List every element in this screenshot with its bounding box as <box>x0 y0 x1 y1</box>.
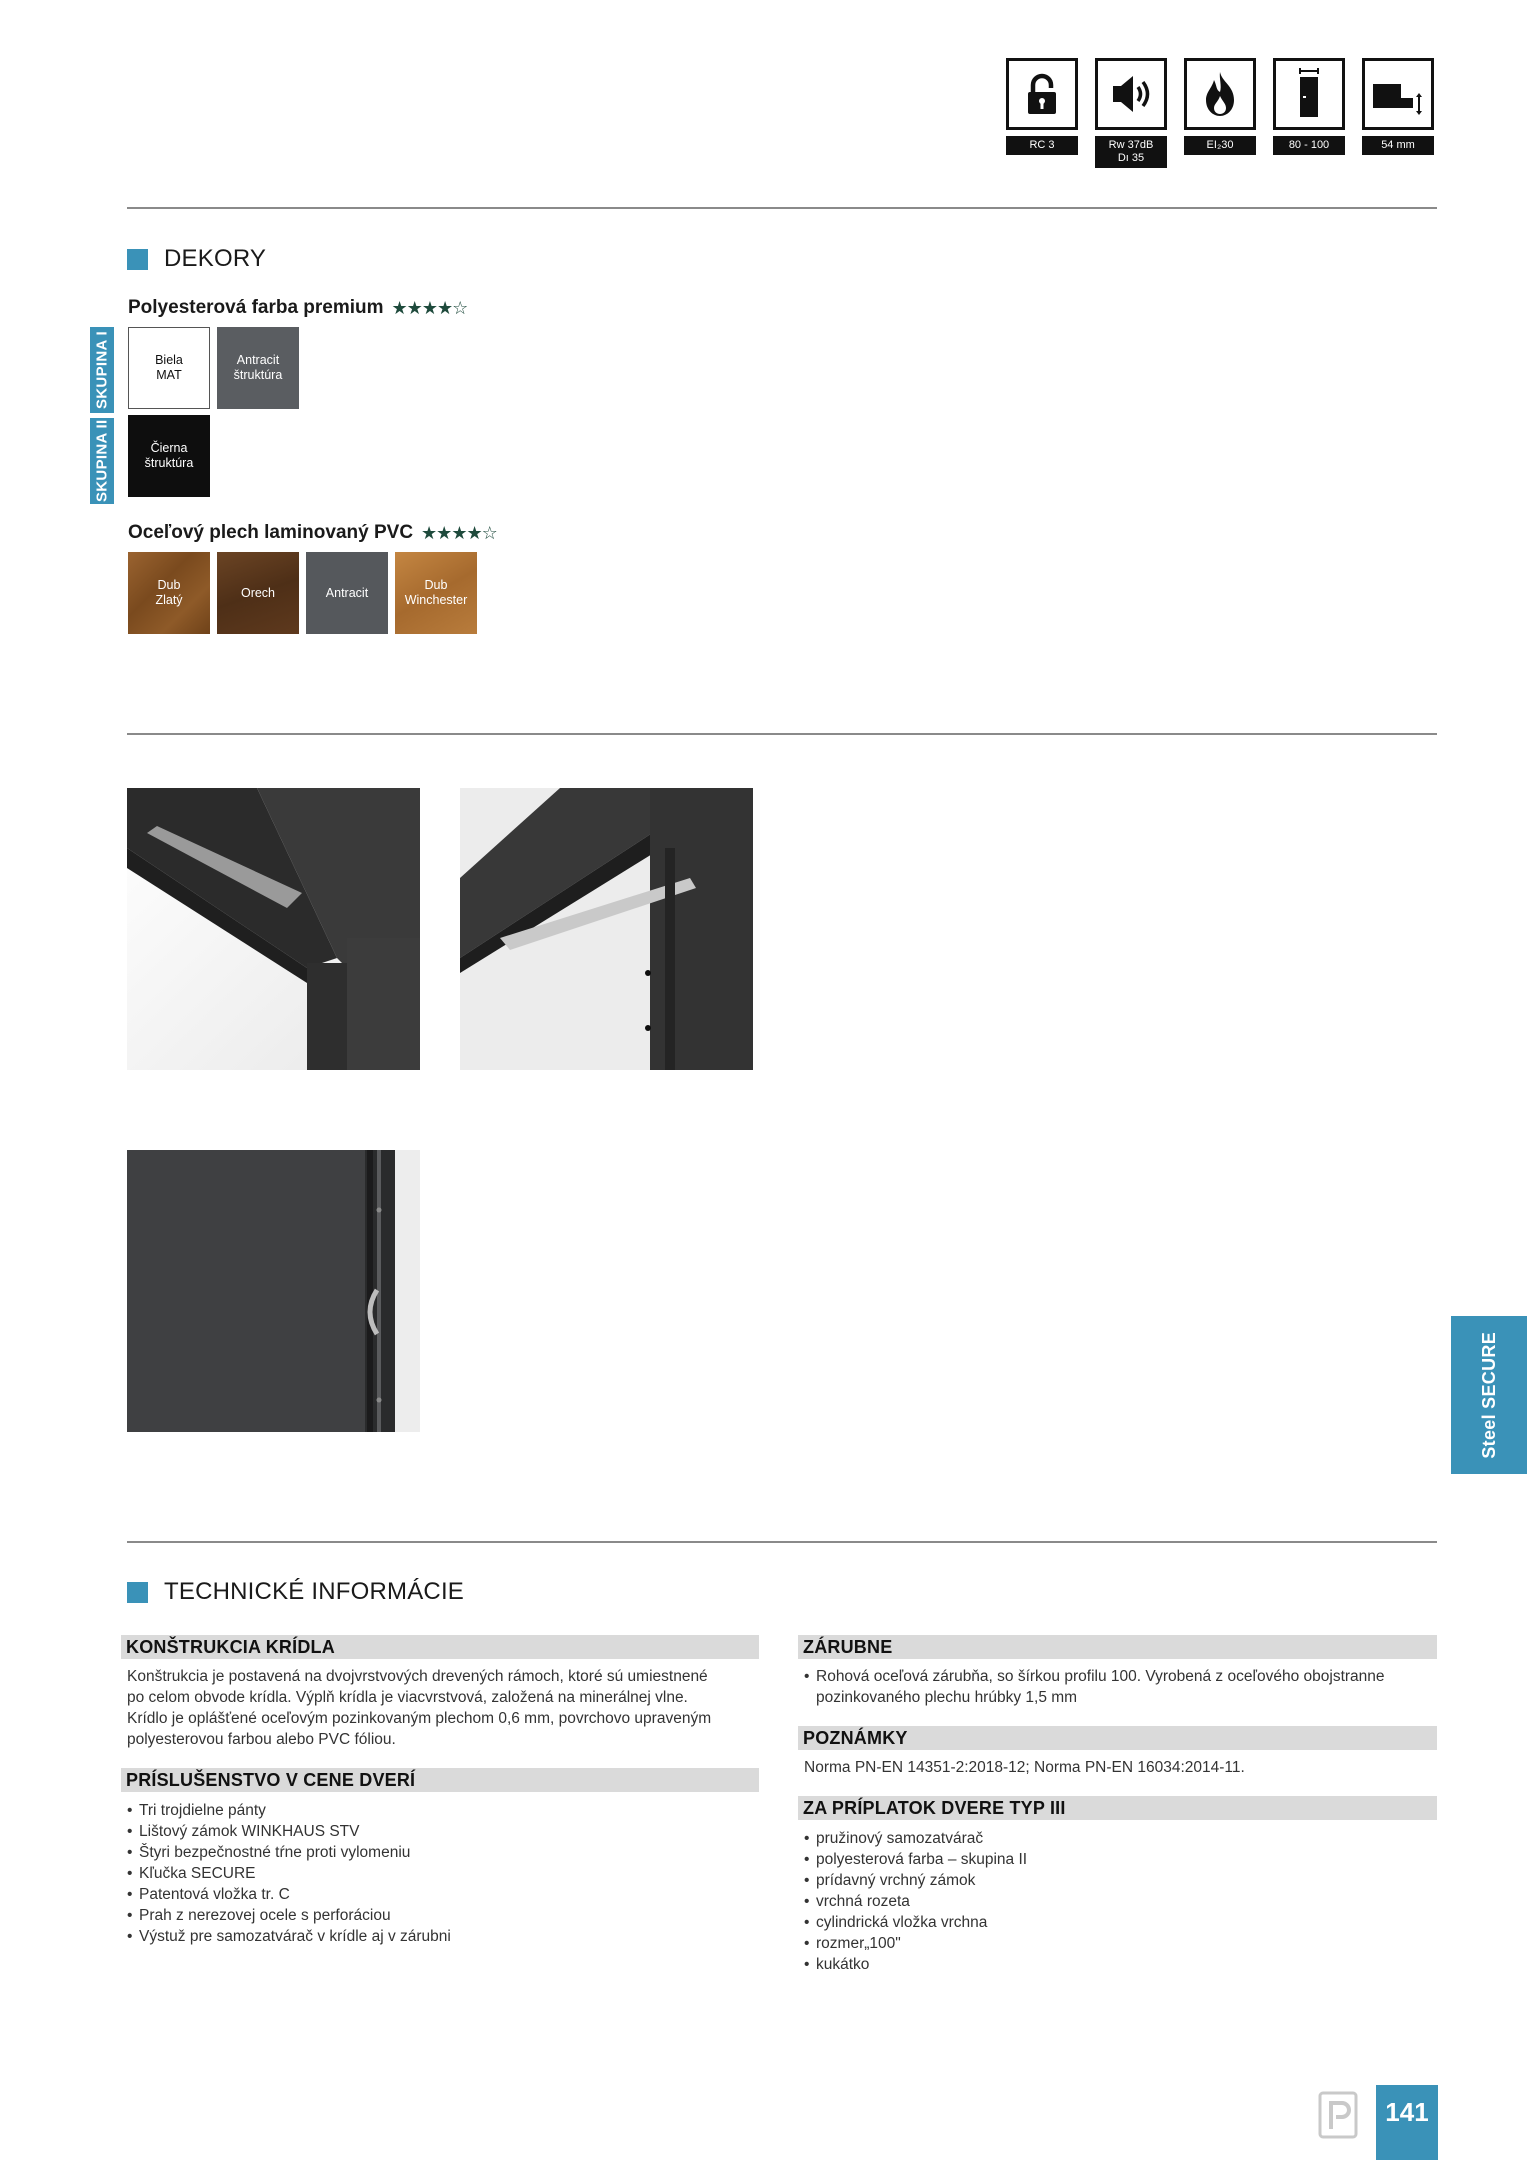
section-marker <box>127 249 148 270</box>
door-thickness-icon <box>1362 58 1434 130</box>
spec-thickness <box>1362 58 1434 155</box>
section-title-tech <box>127 1578 464 1606</box>
spec-rc3 <box>1006 58 1078 155</box>
list-item: • rozmer„100" <box>804 1933 1439 1954</box>
photo-frame-hinge <box>460 788 753 1070</box>
divider <box>127 733 1437 735</box>
list-item: • pružinový samozatvárač <box>804 1828 1439 1849</box>
list-item: • Rohová oceľová zárubňa, so šírkou profilu 100. Vyrobená z oceľového obojstranne pozinkovaného plechu hrúbky 1,5 mm <box>804 1666 1439 1708</box>
list-item: • kukátko <box>804 1954 1439 1975</box>
side-tab-label: Steel SECURE <box>1478 1331 1499 1459</box>
section-title-text: DEKORY <box>164 245 267 272</box>
group-tab-skupina-2: SKUPINA II <box>90 418 114 504</box>
spec-width <box>1273 58 1345 155</box>
heading-poznamky: POZNÁMKY <box>798 1726 1437 1750</box>
heading-zarubne: ZÁRUBNE <box>798 1635 1437 1659</box>
list-item: • Lištový zámok WINKHAUS STV <box>127 1821 767 1842</box>
list-item: • cylindrická vložka vrchna <box>804 1912 1439 1933</box>
flame-icon <box>1184 58 1256 130</box>
swatch-antracit: Antracit <box>306 552 388 634</box>
heading-prislusenstvo: PRÍSLUŠENSTVO V CENE DVERÍ <box>121 1768 759 1792</box>
spec-acoustic <box>1095 58 1167 168</box>
rating-stars-icon: ★★★★☆ <box>421 522 497 544</box>
list-item: • Patentová vložka tr. C <box>127 1884 767 1905</box>
spec-fire <box>1184 58 1256 155</box>
list-item: • Kľučka SECURE <box>127 1863 767 1884</box>
list-item: • vrchná rozeta <box>804 1891 1439 1912</box>
photo-frame-corner <box>127 788 420 1070</box>
rating-stars-icon: ★★★★☆ <box>391 297 468 319</box>
swatch-biela-mat: Biela MAT <box>128 327 210 409</box>
spec-label: RC 3 <box>1006 136 1078 155</box>
priplatok-list <box>804 1828 1439 1975</box>
side-tab-steel-secure <box>1451 1316 1527 1474</box>
pvc-heading <box>128 522 497 544</box>
polyester-heading-text: Polyesterová farba premium <box>128 297 384 318</box>
list-item: • Výstuž pre samozatvárač v krídle aj v zárubni <box>127 1926 767 1947</box>
page-number: 141 <box>1376 2085 1438 2160</box>
heading-priplatok: ZA PRÍPLATOK DVERE TYP III <box>798 1796 1437 1820</box>
poznamky-text: Norma PN-EN 14351-2:2018-12; Norma PN-EN 16034:2014-11. <box>804 1759 1245 1776</box>
list-item: • Tri trojdielne pánty <box>127 1800 767 1821</box>
brand-logo-icon <box>1318 2091 1358 2139</box>
list-item: • Prah z nerezovej ocele s perforáciou <box>127 1905 767 1926</box>
zarubne-list <box>804 1666 1439 1708</box>
list-item: • Štyri bezpečnostné tŕne proti vylomeniu <box>127 1842 767 1863</box>
section-title-dekory <box>127 245 266 273</box>
prislusenstvo-list <box>127 1800 767 1947</box>
konstrukcia-text: Konštrukcia je postavená na dvojvrstvových drevených rámoch, ktoré sú umiestnené po celom obvode krídla. Výplň krídla je viacvrstvová, založená na minerálnej vlne. Krídlo je oplášťené oceľovým pozinkovaným plechom 0,6 mm, povrchovo upraveným polyesterovou farbou alebo PVC fóliou. <box>127 1668 712 1748</box>
list-item: • polyesterová farba – skupina II <box>804 1849 1439 1870</box>
lock-icon <box>1006 58 1078 130</box>
pvc-heading-text: Oceľový plech laminovaný PVC <box>128 522 414 543</box>
divider <box>127 1541 1437 1543</box>
list-item: • prídavný vrchný zámok <box>804 1870 1439 1891</box>
speaker-icon <box>1095 58 1167 130</box>
swatch-antracit-struktura: Antracit štruktúra <box>217 327 299 409</box>
heading-konstrukcia: KONŠTRUKCIA KRÍDLA <box>121 1635 759 1659</box>
polyester-heading <box>128 297 467 319</box>
photo-door-edge <box>127 1150 420 1432</box>
swatch-orech: Orech <box>217 552 299 634</box>
section-marker <box>127 1582 148 1603</box>
swatch-cierna-struktura: Čierna štruktúra <box>128 415 210 497</box>
spec-label: EI₂30 <box>1184 136 1256 155</box>
spec-label: Rw 37dB Dı 35 <box>1095 136 1167 168</box>
section-title-text: TECHNICKÉ INFORMÁCIE <box>164 1578 465 1605</box>
door-width-icon <box>1273 58 1345 130</box>
divider <box>127 207 1437 209</box>
spec-label: 54 mm <box>1362 136 1434 155</box>
spec-label: 80 - 100 <box>1273 136 1345 155</box>
swatch-dub-zlaty: Dub Zlatý <box>128 552 210 634</box>
swatch-dub-winchester: Dub Winchester <box>395 552 477 634</box>
group-tab-skupina-1: SKUPINA I <box>90 327 114 413</box>
